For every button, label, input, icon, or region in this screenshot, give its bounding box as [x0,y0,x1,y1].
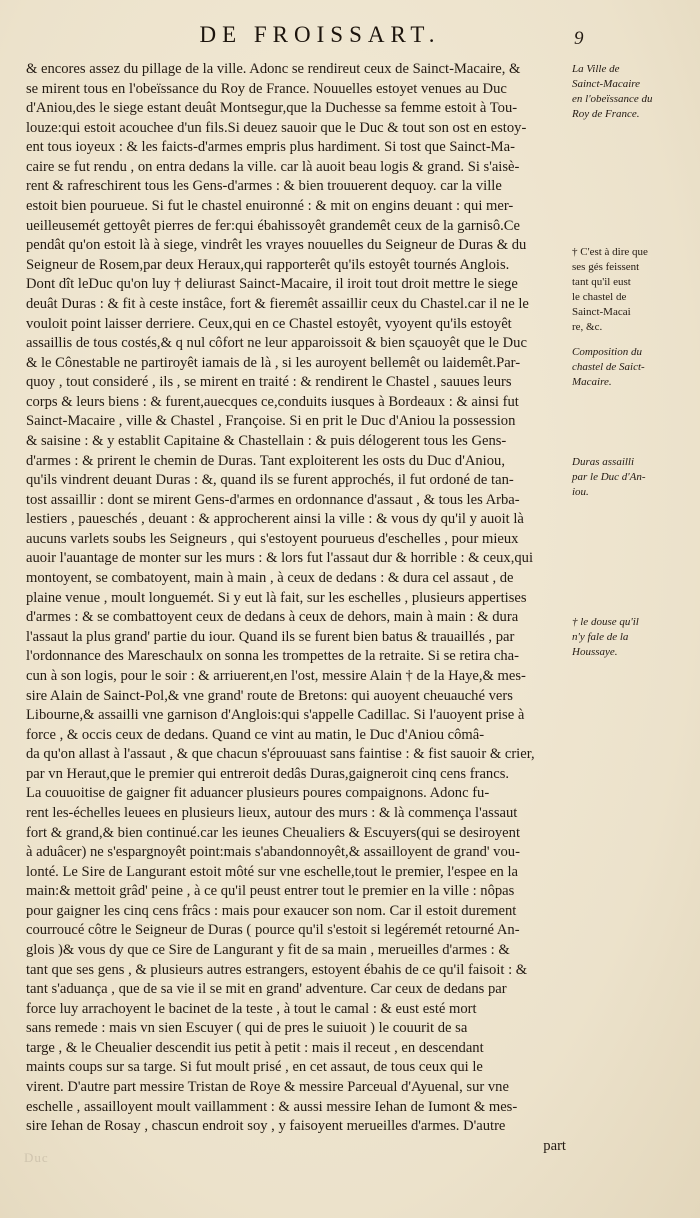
text-line: d'armes : & se combattoyent ceux de dedans à ceux de dehors, main à main : & dura [26,609,519,626]
text-line: qu'ils vindrent deuant Duras : &, quand ils se furent approchés, il fut ordoné de tan- [26,472,514,489]
text-line: La couuoitise de gaigner fit aduancer plusieurs poures compaignons. Adonc fu- [26,785,490,802]
text-line: à aduâcer) ne s'espargnoyêt point:mais s'abandonnoyêt,& assailloyent de grand' vou- [26,844,520,861]
text-line: deuât Duras : & fit à ceste instâce, fort & fieremêt assaillir ceux du Chastel.car il ne le [26,295,529,312]
bleed-through-catchword: Duc [24,1150,49,1165]
text-line: estoit bien pourueue. Si fut le chastel enuironné : & mit on engins deuant : qui mer- [26,198,514,215]
text-line: sire Alain de Sainct-Pol,& vne grand' route de Bretons: qui auoyent cheuauché vers [26,687,513,704]
text-line: virent. D'autre part messire Tristan de Roye & messire Parceual d'Ayuenal, sur vne [26,1079,509,1096]
text-line: pendât qu'on estoit là à siege, vindrêt les vrayes nouuelles du Seigneur de Duras & du [26,237,527,254]
text-line: & saisine : & y establit Capitaine & Chastellain : & puis délogerent tous les Gens- [26,432,507,449]
text-line: maints coups sur sa targe. Si fut moult prisé , en cet assaut, de tous ceux qui le [26,1059,483,1076]
text-line: Dont dît leDuc qu'on luy † deliurast Sainct-Macaire, il iroit tout droit mettre le siege [26,276,518,293]
text-line: & encores assez du pillage de la ville. Adonc se rendireut ceux de Sainct-Macaire, & [26,61,521,77]
text-line: ueilleusemét gettoyêt pierres de fer:qui ébahissoyêt grandemêt ceux de la garnisô.Ce [26,217,520,234]
text-line: se mirent tous en l'obeïssance du Roy de France. Nouuelles estoyet venues au Duc [26,80,507,97]
text-line: lestiers , paueschés , deuant : & approcherent ainsi la ville : & vous dy qu'il y auoit là [26,511,524,528]
text-line: tant que ses gens , & plusieurs autres estrangers, estoyent ébahis de ce qu'il faisoit : & [26,961,528,978]
text-line: Sainct-Macaire , ville & Chastel , Françoise. Si en prit le Duc d'Aniou la possession [26,413,516,430]
running-head: DE FROISSART. [199,22,441,47]
page-number: 9 [574,28,584,49]
text-line: rent les-échelles leuees en plusieurs lieux, autour des murs : & là commença l'assaut [26,804,518,821]
text-line: force , & occis ceux de dedans. Quand ce vint au matin, le Duc d'Aniou cômâ- [26,726,485,743]
text-line: quoy , tout consideré , ils , se mirent en traité : & rendirent le Chastel , sauues leurs [26,374,512,391]
text-line: montoyent, se combatoyent, main à main , à ceux de dedans : & dura cel assaut , de [26,570,514,587]
margin-note-3: Composition du chastel de Saict- Macaire. [572,346,645,388]
text-line: vouloit point laisser derriere. Ceux,qui en ce Chastel estoyêt, vyoyent qu'ils estoyêt [26,315,512,332]
margin-note-4: Duras assailli par le Duc d'An- iou. [572,456,646,498]
text-line: tant s'aduança , que de sa vie il se mit en grand' adventure. Car ceux de dedans par [26,981,507,998]
text-line: louze:qui estoit acouchee d'un fils.Si deuez sauoir que le Duc & tout son ost en estoy- [26,119,527,136]
text-line: courroucé côtre le Seigneur de Duras ( pource qu'il s'estoit si legéremét retourné An- [26,922,520,939]
text-line: pour gaigner les cinq cens frâcs : mais pour exaucer son nom. Car il estoit durement [26,902,517,919]
margin-note-5: † le douse qu'il n'y fale de la Houssaye. [572,616,639,658]
text-line: tost assaillir : dont se mirent Gens-d'armes en ordonnance d'assaut , & tous les Arba- [26,491,520,508]
text-line: l'ordonnance des Mareschaulx on sonna les trompettes de la retraite. Si se retira cha- [26,648,519,665]
text-line: & le Cônestable ne partiroyêt iamais de là , si les auroyent bellemêt ou laidemêt.Par- [26,354,521,371]
text-line: rent & rafreschirent tous les Gens-d'armes : & bien trouuerent dequoy. car la ville [26,178,502,195]
text-line: Seigneur de Rosem,par deux Heraux,qui rapporterêt qu'ils estoyêt tournés Anglois. [26,256,510,273]
text-line: main:& mettoit grâd' peine , à ce qu'il peust entrer tout le premier en la ville : nôpas [26,883,515,900]
text-line: cun à son logis, pour le soir : & arriuerent,en l'ost, messire Alain † de la Haye,& mes- [26,667,526,684]
text-line: sans remede : mais vn sien Escuyer ( qui de pres le suiuoit ) le couurit de sa [26,1020,468,1037]
text-line: targe , & le Cheualier descendit ius petit à petit : mais il receut , en descendant [26,1039,484,1056]
text-line: sire Iehan de Rosay , chascun endroit soy , y faisoyent merueilles d'armes. D'autre [26,1118,506,1135]
margin-note-2: † C'est à dire que ses gés feissent tant qu'il eust le chastel de Sainct-Macai re, &c. [572,246,648,333]
text-line: part [543,1137,566,1154]
text-line: assaillis de tous costés,& q nul côfort ne leur apparoissoit & bien sçauoyêt que le Duc [26,335,527,352]
text-line: lonté. Le Sire de Langurant estoit môté sur vne eschelle,tout le premier, l'espee en la [26,863,518,880]
text-line: eschelle , assailloyent moult vaillamment : & aussi messire Iehan de Iumont & mes- [26,1098,518,1115]
text-line: corps & leurs biens : & furent,auecques ce,conduits iusques à Bordeaux : & ainsi fut [26,393,519,410]
text-line: plaine venue , moult longuemét. Si y eut là fait, sur les eschelles , plusieurs appertises [26,589,527,606]
text-line: glois )& vous dy que ce Sire de Langurant y fit de sa main , merueilles d'armes : & [26,942,510,959]
margin-note-1: La Ville de Sainct-Macaire en l'obeïssance du Roy de France. [572,63,653,120]
text-line: fort & grand,& bien continué.car les ieunes Cheualiers & Escuyers(qui se desiroyent [26,824,521,841]
text-line: caire se fut rendu , on entra dedans la ville. car là auoit beau logis & grand. Si s'aisè- [26,158,520,175]
text-line: ent tous ioyeux : & les faicts-d'armes empris plus hardiment. Si tost que Sainct-Ma- [26,139,515,156]
text-line: d'armes : & prirent le chemin de Duras. Tant exploiterent les osts du Duc d'Aniou, [26,452,505,469]
text-line: force luy arrachoyent le bacinet de la teste , à tout le camal : & eust esté mort [26,1000,477,1017]
text-line: d'Aniou,des le siege estant deuât Montsegur,que la Duchesse sa femme estoit à Tou- [26,100,518,117]
text-line: Libourne,& assailli vne garnison d'Anglois:qui s'appelle Cadillac. Si l'auoyent prise à [26,707,525,724]
text-line: da qu'on allast à l'assaut , & que chacun s'éprouuast sans faintise : & fist sauoir & crier, [26,746,535,763]
main-text-column [26,60,566,1156]
text-line: l'assaut la plus grand' partie du iour. Quand ils se furent bien batus & trauaillés , par [26,628,515,645]
text-line: auoir l'auantage de monter sur les murs : & lors fut l'assaut dur & horrible : & ceux,qui [26,550,534,567]
text-line: aucuns varlets soubs les Seigneurs , qui s'estoyent pourueus d'eschelles , pour mieux [26,530,519,547]
text-line: par vn Heraut,que le premier qui entreroit dedâs Duras,gaigneroit cinq cens francs. [26,765,510,782]
